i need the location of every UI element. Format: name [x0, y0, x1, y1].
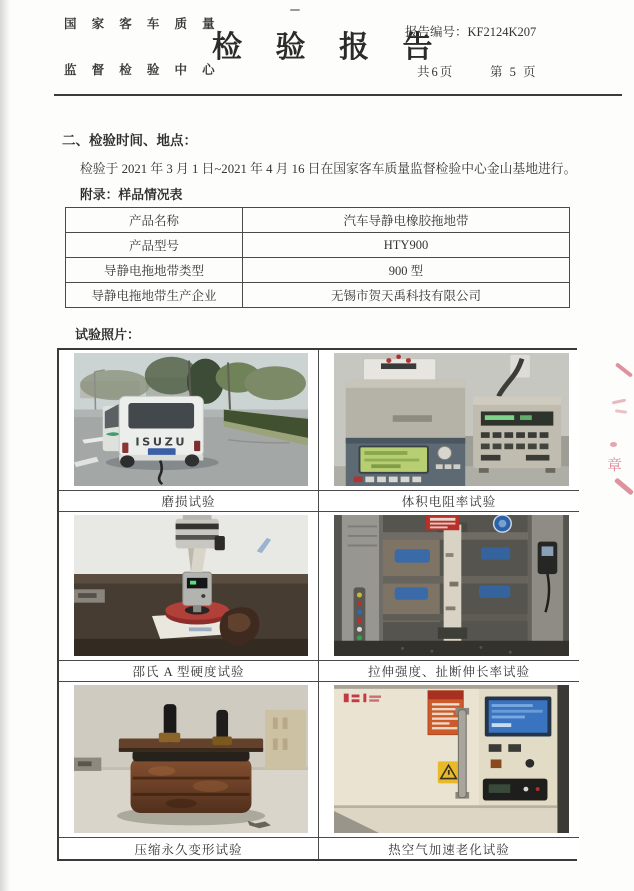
sample-info-table	[65, 207, 570, 308]
section-heading: 二、检验时间、地点：	[62, 133, 197, 148]
row-label: 产品型号	[66, 233, 243, 258]
abrasion-test-illustration	[74, 353, 308, 486]
caption-shore-a-hardness-test: 邵氏 A 型硬度试验	[59, 661, 319, 682]
table-row	[66, 283, 570, 308]
row-label: 导静电拖地带类型	[66, 258, 243, 283]
pages-total: 共6页	[417, 65, 455, 79]
table-row	[66, 233, 570, 258]
compression-test-illustration	[74, 685, 308, 833]
caption-hot-air-aging-test: 热空气加速老化试验	[319, 838, 579, 859]
aging-test-illustration	[334, 685, 569, 833]
scanner-edge-shadow	[0, 0, 10, 891]
photo-compression-set-test	[74, 685, 308, 833]
photo-cell-hardness	[59, 512, 319, 661]
test-photos-grid	[57, 348, 577, 861]
table-row	[66, 258, 570, 283]
caption-compression-set-test: 压缩永久变形试验	[59, 838, 319, 859]
row-label: 产品名称	[66, 208, 243, 233]
caption-volume-resistivity-test: 体积电阻率试验	[319, 491, 579, 512]
org-name-line1: 国 家 客 车 质 量	[64, 17, 221, 31]
red-seal-fragment	[604, 352, 634, 502]
photo-hot-air-aging-test	[334, 685, 569, 833]
caption-tensile-test: 拉伸强度、扯断伸长率试验	[319, 661, 579, 682]
photo-cell-resistivity	[319, 350, 579, 491]
seal-stroke	[610, 442, 617, 447]
seal-stroke	[615, 362, 633, 377]
page-title: 检 验 报 告	[212, 31, 446, 64]
row-value: 900 型	[243, 258, 570, 283]
seal-stroke	[614, 478, 634, 496]
report-number: 报告编号：KF2124K207	[405, 25, 537, 39]
caption-abrasion-test: 磨损试验	[59, 491, 319, 512]
truck-brand-text: ISUZU	[135, 435, 188, 449]
photo-abrasion-test	[74, 353, 308, 486]
org-name-line2: 监 督 检 验 中 心	[64, 63, 221, 77]
photo-volume-resistivity-test	[334, 353, 569, 486]
row-label: 导静电拖地带生产企业	[66, 283, 243, 308]
photos-heading: 试验照片：	[75, 327, 141, 342]
row-value: HTY900	[243, 233, 570, 258]
scan-artifact-dash	[290, 9, 300, 11]
resistivity-test-illustration	[334, 353, 569, 486]
hardness-test-illustration	[74, 515, 308, 656]
seal-partial-character: 章	[607, 458, 623, 474]
photo-shore-a-hardness-test	[74, 515, 308, 656]
header-divider	[54, 94, 622, 96]
photo-cell-abrasion	[59, 350, 319, 491]
photo-cell-tensile	[319, 512, 579, 661]
section-body-text: 检验于 2021 年 3 月 1 日~2021 年 4 月 16 日在国家客车质量监督检验中心金山基地进行。	[80, 162, 577, 176]
table-row	[66, 208, 570, 233]
photo-tensile-test	[334, 515, 569, 656]
tensile-test-illustration	[334, 515, 569, 656]
seal-stroke	[612, 399, 626, 405]
page-current: 第 5 页	[490, 65, 538, 79]
photo-cell-compression	[59, 682, 319, 838]
appendix-label: 附录：样品情况表	[80, 188, 183, 202]
seal-stroke	[615, 409, 627, 414]
row-value: 汽车导静电橡胶拖地带	[243, 208, 570, 233]
photo-cell-aging	[319, 682, 579, 838]
row-value: 无锡市贺天禹科技有限公司	[243, 283, 570, 308]
